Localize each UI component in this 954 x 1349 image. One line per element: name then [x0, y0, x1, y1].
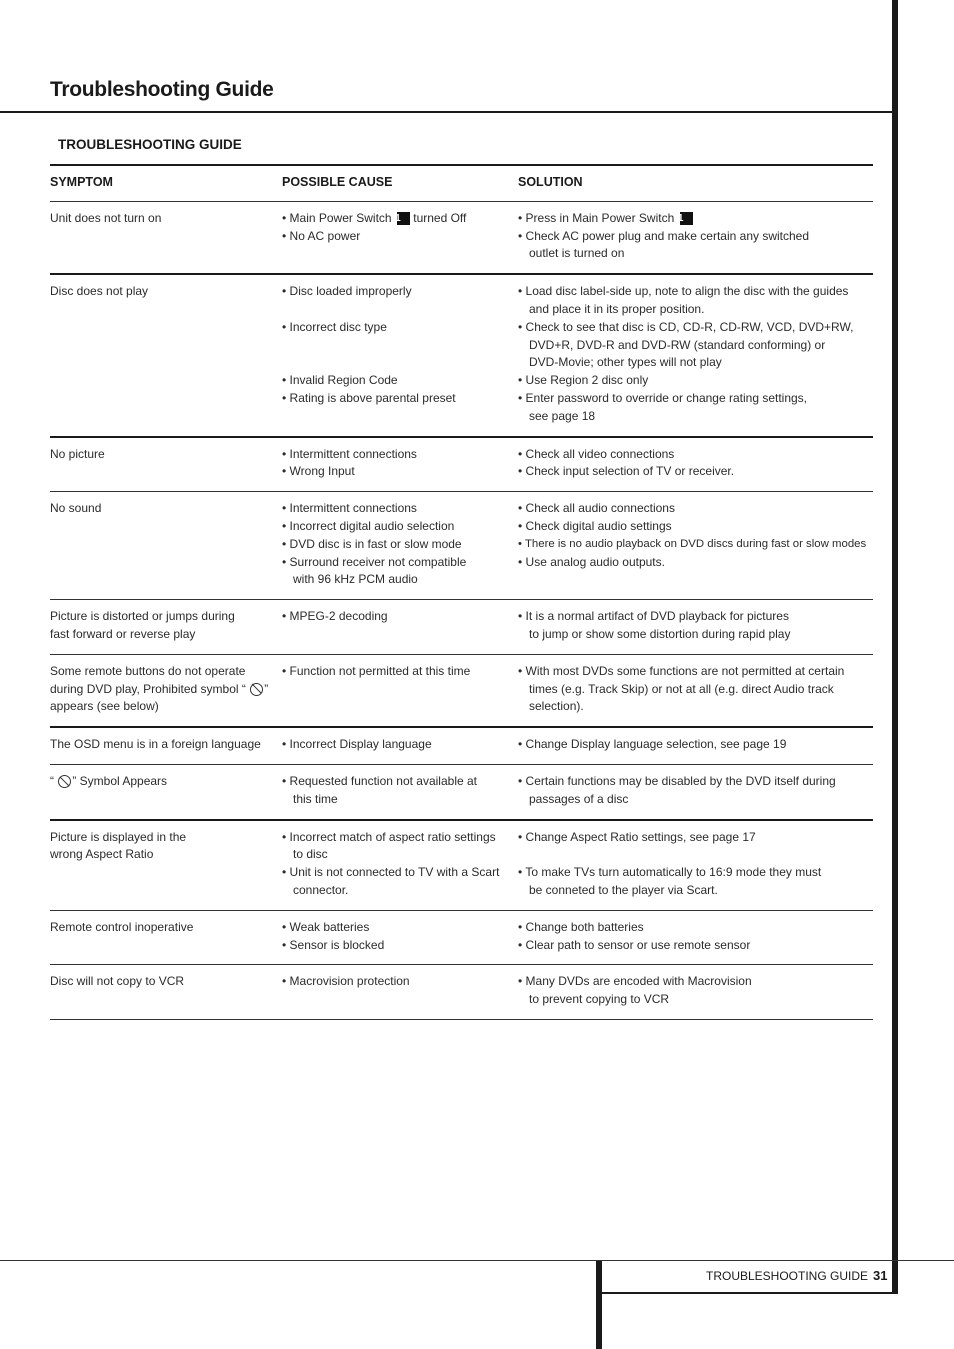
table-row [50, 728, 873, 765]
solution-line [518, 973, 873, 991]
symptom-cell [50, 446, 282, 482]
table-row [50, 655, 873, 728]
cause-text: • Incorrect disc type [282, 319, 387, 334]
solution-cell [518, 283, 873, 425]
symptom-text: Picture is displayed in the [50, 829, 187, 844]
table-row [50, 600, 873, 655]
solution-line [518, 663, 873, 681]
symptom-line [50, 500, 282, 518]
symptom-line [50, 283, 282, 301]
solution-line [518, 408, 873, 426]
cause-text: • Weak batteries [282, 919, 370, 934]
cause-text: • Disc loaded improperly [282, 284, 412, 299]
table-row [50, 438, 873, 493]
symptom-text: Unit does not turn on [50, 210, 162, 225]
cause-cell [282, 736, 518, 754]
solution-text: • Change both batteries [518, 919, 644, 934]
symptom-line [50, 829, 282, 847]
cause-text: connector. [293, 882, 349, 897]
footer-rule [0, 1260, 954, 1261]
footer-label: TROUBLESHOOTING GUIDE [706, 1269, 869, 1283]
cause-text: • Surround receiver not compatible [282, 554, 467, 569]
solution-text: outlet is turned on [529, 246, 625, 261]
cause-line [282, 500, 518, 518]
solution-text: • Many DVDs are encoded with Macrovision [518, 974, 752, 989]
symptom-line [50, 446, 282, 464]
prohibited-symbol-icon [250, 683, 263, 696]
solution-line [518, 372, 873, 390]
symptom-line [50, 773, 282, 791]
symptom-cell [50, 500, 282, 589]
solution-line [518, 337, 873, 355]
cause-text: • Rating is above parental preset [282, 390, 456, 405]
solution-text: to jump or show some distortion during rapid play [529, 626, 791, 641]
cause-line [282, 463, 518, 481]
solution-text: • There is no audio playback on DVD discs during fast or slow modes [518, 537, 867, 550]
table-header [50, 166, 873, 202]
cause-text: • MPEG-2 decoding [282, 609, 388, 624]
header-cause: POSSIBLE CAUSE [282, 175, 393, 189]
solution-line [518, 937, 873, 955]
solution-line [518, 500, 873, 518]
cause-text: • Main Power Switch [282, 210, 395, 225]
cause-text: to disc [293, 847, 328, 862]
solution-line [518, 301, 873, 319]
symptom-cell [50, 210, 282, 263]
cause-text: with 96 kHz PCM audio [293, 572, 418, 587]
solution-text: • Use Region 2 disc only [518, 373, 649, 388]
cause-text: • Unit is not connected to TV with a Scart [282, 865, 500, 880]
footer [706, 1268, 888, 1283]
solution-text: • Check digital audio settings [518, 518, 672, 533]
solution-cell [518, 663, 873, 716]
cause-line [282, 372, 518, 390]
cause-text: this time [293, 791, 338, 806]
solution-line [518, 698, 873, 716]
cause-line [282, 864, 518, 882]
cause-cell [282, 663, 518, 716]
solution-line [518, 518, 873, 536]
section-heading: TROUBLESHOOTING GUIDE [58, 137, 242, 152]
symptom-line [50, 681, 282, 699]
solution-text: • Check all video connections [518, 446, 675, 461]
cause-cell [282, 973, 518, 1009]
prohibited-symbol-icon [58, 775, 71, 788]
symptom-line [50, 210, 282, 228]
solution-line [518, 919, 873, 937]
cause-line [282, 571, 518, 589]
symptom-text: during DVD play, Prohibited symbol “ [50, 681, 250, 696]
solution-text: • Enter password to override or change rating settings, [518, 390, 808, 405]
solution-cell [518, 736, 873, 754]
symptom-text: Disc will not copy to VCR [50, 974, 185, 989]
cause-text: • Incorrect Display language [282, 737, 432, 752]
solution-text: • Press in Main Power Switch [518, 210, 678, 225]
solution-line [518, 228, 873, 246]
symptom-cell [50, 608, 282, 644]
cause-line [282, 791, 518, 809]
cause-text: • Incorrect digital audio selection [282, 518, 455, 533]
solution-text: • Check AC power plug and make certain any switched [518, 228, 810, 243]
symptom-cell [50, 773, 282, 809]
cause-cell [282, 773, 518, 809]
symptom-line [50, 919, 282, 937]
power-switch-key-badge: 1 [680, 212, 693, 225]
cause-text: • Sensor is blocked [282, 937, 385, 952]
table-row [50, 911, 873, 966]
symptom-line [50, 973, 282, 991]
table-row [50, 202, 873, 275]
cause-cell [282, 919, 518, 955]
solution-text: be conneted to the player via Scart. [529, 882, 718, 897]
table-row [50, 965, 873, 1020]
solution-text: • Change Aspect Ratio settings, see page 17 [518, 829, 756, 844]
cause-text: • Incorrect match of aspect ratio settings [282, 829, 496, 844]
cause-line [282, 536, 518, 554]
solution-text: • To make TVs turn automatically to 16:9 mode they must [518, 865, 822, 880]
footer-underline [600, 1292, 898, 1294]
cause-text: • Macrovision protection [282, 974, 410, 989]
solution-text: DVD-Movie; other types will not play [529, 355, 722, 370]
cause-line [282, 554, 518, 572]
symptom-text: wrong Aspect Ratio [50, 847, 154, 862]
solution-line [518, 864, 873, 882]
solution-cell [518, 973, 873, 1009]
cause-line [282, 663, 518, 681]
symptom-cell [50, 663, 282, 716]
cause-line [282, 829, 518, 847]
solution-line [518, 446, 873, 464]
solution-cell [518, 210, 873, 263]
cause-text: • Intermittent connections [282, 501, 417, 516]
solution-line [518, 245, 873, 263]
cause-text: • No AC power [282, 228, 361, 243]
cause-line [282, 319, 518, 337]
table-row [50, 275, 873, 437]
cause-cell [282, 283, 518, 425]
cause-text: • Invalid Region Code [282, 373, 398, 388]
solution-line [518, 319, 873, 337]
symptom-text: appears (see below) [50, 699, 159, 714]
solution-line [518, 773, 873, 791]
cause-line [282, 882, 518, 900]
solution-text: • With most DVDs some functions are not permitted at certain [518, 663, 845, 678]
symptom-line [50, 736, 282, 754]
symptom-text: Picture is distorted or jumps during [50, 609, 235, 624]
cause-text: • Intermittent connections [282, 446, 417, 461]
symptom-text: The OSD menu is in a foreign language [50, 737, 261, 752]
solution-text: • Load disc label-side up, note to align the disc with the guides [518, 284, 849, 299]
symptom-text: Disc does not play [50, 284, 149, 299]
solution-text: DVD+R, DVD-R and DVD-RW (standard conforming) or [529, 337, 826, 352]
solution-text: to prevent copying to VCR [529, 992, 670, 1007]
solution-line [518, 463, 873, 481]
cause-line [282, 937, 518, 955]
solution-line [518, 681, 873, 699]
solution-line [518, 846, 873, 864]
cause-line [282, 301, 518, 319]
cause-line [282, 608, 518, 626]
symptom-cell [50, 919, 282, 955]
symptom-cell [50, 829, 282, 900]
symptom-text: ” [264, 681, 269, 696]
title-rule [0, 111, 894, 113]
cause-line [282, 228, 518, 246]
cause-cell [282, 446, 518, 482]
cause-text: • Requested function not available at [282, 773, 477, 788]
symptom-text: ” Symbol Appears [72, 773, 168, 788]
solution-cell [518, 446, 873, 482]
symptom-text: Some remote buttons do not operate [50, 663, 246, 678]
symptom-text: No sound [50, 501, 102, 516]
solution-text: • Check to see that disc is CD, CD-R, CD-RW, VCD, DVD+RW, [518, 319, 854, 334]
solution-line [518, 626, 873, 644]
cause-cell [282, 608, 518, 644]
solution-line [518, 608, 873, 626]
solution-line [518, 354, 873, 372]
cause-line [282, 354, 518, 372]
page-edge-bar [892, 0, 898, 1294]
solution-cell [518, 829, 873, 900]
solution-text: • Check all audio connections [518, 501, 675, 516]
cause-line [282, 973, 518, 991]
solution-cell [518, 500, 873, 589]
troubleshooting-table [50, 164, 873, 1020]
cause-line [282, 736, 518, 754]
cause-cell [282, 500, 518, 589]
solution-text: see page 18 [529, 408, 596, 423]
cause-cell [282, 829, 518, 900]
page-title: Troubleshooting Guide [50, 78, 274, 101]
table-body [50, 202, 873, 1020]
power-switch-key-badge: 1 [397, 212, 410, 225]
symptom-text: Remote control inoperative [50, 919, 194, 934]
symptom-text: “ [50, 773, 58, 788]
solution-line [518, 390, 873, 408]
cause-line [282, 518, 518, 536]
solution-line [518, 283, 873, 301]
cause-text: • Function not permitted at this time [282, 663, 471, 678]
solution-cell [518, 608, 873, 644]
cause-line [282, 846, 518, 864]
table-row [50, 492, 873, 600]
cause-line [282, 337, 518, 355]
header-symptom: SYMPTOM [50, 175, 113, 189]
cause-text: • DVD disc is in fast or slow mode [282, 536, 462, 551]
solution-line [518, 210, 873, 228]
table-row [50, 765, 873, 821]
solution-text: • Clear path to sensor or use remote sensor [518, 937, 751, 952]
solution-text: and place it in its proper position. [529, 301, 705, 316]
solution-text: selection). [529, 699, 584, 714]
symptom-cell [50, 973, 282, 1009]
symptom-text: No picture [50, 446, 105, 461]
solution-text: • Certain functions may be disabled by the DVD itself during [518, 773, 836, 788]
symptom-line [50, 846, 282, 864]
cause-line [282, 919, 518, 937]
cause-cell [282, 210, 518, 263]
solution-line [518, 536, 873, 554]
solution-line [518, 991, 873, 1009]
table-row [50, 821, 873, 911]
cause-line [282, 446, 518, 464]
symptom-cell [50, 283, 282, 425]
cause-text: turned Off [409, 210, 467, 225]
cause-line [282, 390, 518, 408]
header-solution: SOLUTION [518, 175, 583, 189]
symptom-line [50, 698, 282, 716]
solution-cell [518, 919, 873, 955]
solution-text: passages of a disc [529, 791, 629, 806]
solution-line [518, 829, 873, 847]
cause-line [282, 283, 518, 301]
cause-text: • Wrong Input [282, 464, 355, 479]
solution-line [518, 554, 873, 572]
symptom-text: fast forward or reverse play [50, 626, 196, 641]
solution-text: • Change Display language selection, see page 19 [518, 737, 787, 752]
page-number: 31 [873, 1268, 888, 1283]
symptom-line [50, 663, 282, 681]
solution-line [518, 736, 873, 754]
solution-text: • Use analog audio outputs. [518, 554, 665, 569]
solution-text: • Check input selection of TV or receiver. [518, 464, 735, 479]
solution-line [518, 882, 873, 900]
solution-cell [518, 773, 873, 809]
cause-line [282, 773, 518, 791]
solution-text: times (e.g. Track Skip) or not at all (e.g. direct Audio track [529, 681, 834, 696]
symptom-cell [50, 736, 282, 754]
solution-line [518, 791, 873, 809]
symptom-line [50, 608, 282, 626]
symptom-line [50, 626, 282, 644]
solution-text: • It is a normal artifact of DVD playback for pictures [518, 609, 789, 624]
cause-line [282, 210, 518, 228]
footer-bar [596, 1261, 602, 1349]
